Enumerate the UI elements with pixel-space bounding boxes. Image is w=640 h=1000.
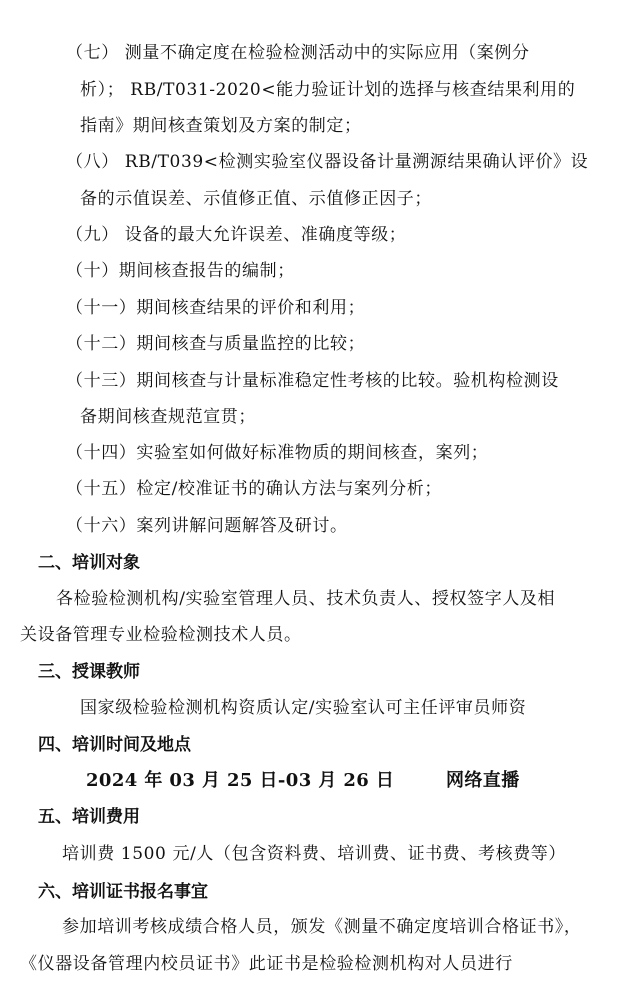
section-heading-fees: 五、培训费用 xyxy=(38,807,140,827)
list-item-7-line-2: 析）； RB/T031-2020<能力验证计划的选择与核查结果利用的 xyxy=(80,80,576,100)
list-item-7-line-1: （七） 测量不确定度在检验检测活动中的实际应用（案例分 xyxy=(66,43,530,63)
training-target-line-1: 各检验检测机构/实验室管理人员、技术负责人、授权签字人及相 xyxy=(56,589,556,609)
instructors-line-1: 国家级检验检测机构资质认定/实验室认可主任评审员师资 xyxy=(80,698,527,718)
training-time: 2024 年 03 月 25 日-03 月 26 日 xyxy=(86,770,395,791)
list-item-11: （十一）期间核查结果的评价和利用； xyxy=(66,298,366,318)
certificate-line-1: 参加培训考核成绩合格人员，颁发《测量不确定度培训合格证书》， xyxy=(62,917,582,937)
certificate-line-2: 《仪器设备管理内校员证书》此证书是检验检测机构对人员进行 xyxy=(20,954,513,974)
training-place: 网络直播 xyxy=(446,770,520,791)
training-target-line-2: 关设备管理专业检验检测技术人员。 xyxy=(20,625,302,645)
list-item-15: （十五）检定/校准证书的确认方法与案列分析； xyxy=(66,479,442,499)
list-item-10: （十）期间核查报告的编制； xyxy=(66,261,295,281)
list-item-16: （十六）案列讲解问题解答及研讨。 xyxy=(66,516,348,536)
list-item-12: （十二）期间核查与质量监控的比较； xyxy=(66,334,366,354)
fees-line-1: 培训费 1500 元/人（包含资料费、培训费、证书费、考核费等） xyxy=(62,844,566,864)
list-item-14: （十四）实验室如何做好标准物质的期间核查，案列； xyxy=(66,443,489,463)
list-item-7-line-3: 指南》期间核查策划及方案的制定； xyxy=(80,116,362,136)
section-heading-certificate: 六、培训证书报名事宜 xyxy=(38,882,208,902)
section-heading-time-location: 四、培训时间及地点 xyxy=(38,735,191,755)
list-item-8-line-2: 备的示值误差、示值修正值、示值修正因子； xyxy=(80,189,432,209)
list-item-9: （九） 设备的最大允许误差、准确度等级； xyxy=(66,225,407,245)
section-heading-training-target: 二、培训对象 xyxy=(38,553,140,573)
list-item-13-line-2: 备期间核查规范宣贯； xyxy=(80,407,256,427)
list-item-8-line-1: （八） RB/T039<检测实验室仪器设备计量溯源结果确认评价》设 xyxy=(66,152,589,172)
section-heading-instructors: 三、授课教师 xyxy=(38,662,140,682)
list-item-13-line-1: （十三）期间核查与计量标准稳定性考核的比较。验机构检测设 xyxy=(66,371,559,391)
